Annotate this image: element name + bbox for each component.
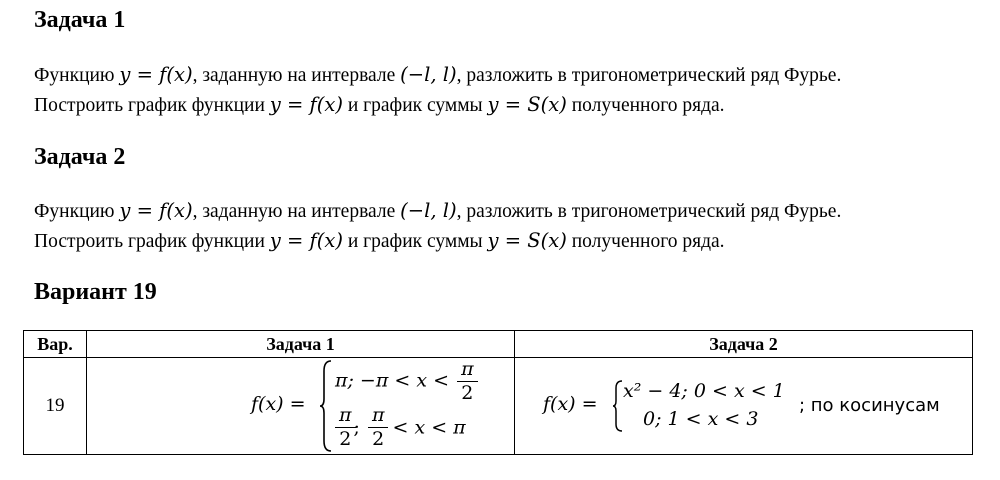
header-task2: Задача 2 [515, 331, 973, 358]
math: y = f(x) [269, 229, 343, 252]
math: π; −π < x < [335, 369, 450, 392]
numerator: π [371, 404, 385, 426]
text: Построить график функции [34, 95, 270, 116]
math: y = f(x) [119, 63, 193, 86]
math: < x < π [392, 416, 466, 439]
task1-case1 [335, 360, 476, 403]
numerator: π [339, 404, 352, 426]
text: Построить график функции [34, 231, 270, 252]
math: y = S(x) [487, 93, 567, 116]
table-header-row [24, 331, 973, 358]
text: Функцию [34, 65, 120, 86]
task2-lhs: f(x) = [543, 393, 598, 415]
math: y = f(x) [269, 93, 343, 116]
task2-title: Задача 2 [34, 144, 126, 170]
task1-case2 [337, 406, 466, 449]
math: (−l, l) [400, 63, 457, 86]
text: полученного ряда. [566, 95, 725, 116]
denominator: 2 [335, 427, 356, 449]
text: Функцию [34, 201, 120, 222]
task2-case2: 0; 1 < x < 3 [643, 408, 759, 430]
text: и график суммы [342, 231, 488, 252]
task2-note: ; по косинусам [799, 395, 940, 416]
table-row [24, 358, 973, 455]
denominator: 2 [368, 427, 389, 449]
text: полученного ряда. [566, 231, 725, 252]
variant-title: Вариант 19 [34, 279, 157, 305]
task1-formula [87, 358, 514, 454]
header-task1: Задача 1 [87, 331, 515, 358]
variant-table [23, 330, 973, 455]
header-var: Вар. [24, 331, 87, 358]
denominator: 2 [457, 381, 478, 403]
text: , заданную на интервале [192, 201, 401, 222]
text: , разложить в тригонометрический ряд Фурье. [456, 65, 842, 86]
fraction [459, 360, 476, 403]
task2-line2 [34, 226, 725, 257]
task2-case1: x² − 4; 0 < x < 1 [623, 380, 785, 402]
task2-formula [515, 358, 972, 454]
fraction [370, 406, 387, 449]
left-brace-icon [319, 359, 333, 453]
task1-line2 [34, 90, 725, 121]
cell-var: 19 [24, 358, 87, 455]
fraction [337, 406, 354, 449]
task2-line1 [34, 196, 841, 227]
text: и график суммы [342, 95, 488, 116]
text: , разложить в тригонометрический ряд Фурье. [456, 201, 842, 222]
numerator: π [461, 358, 474, 380]
math: ; [353, 416, 360, 439]
math: y = S(x) [487, 229, 567, 252]
task1-lhs: f(x) = [251, 393, 306, 415]
text: , заданную на интервале [192, 65, 401, 86]
task1-line1 [34, 60, 841, 91]
math: y = f(x) [119, 199, 193, 222]
cell-task1 [87, 358, 515, 455]
task1-title: Задача 1 [34, 7, 126, 33]
cell-task2 [515, 358, 973, 455]
math: (−l, l) [400, 199, 457, 222]
